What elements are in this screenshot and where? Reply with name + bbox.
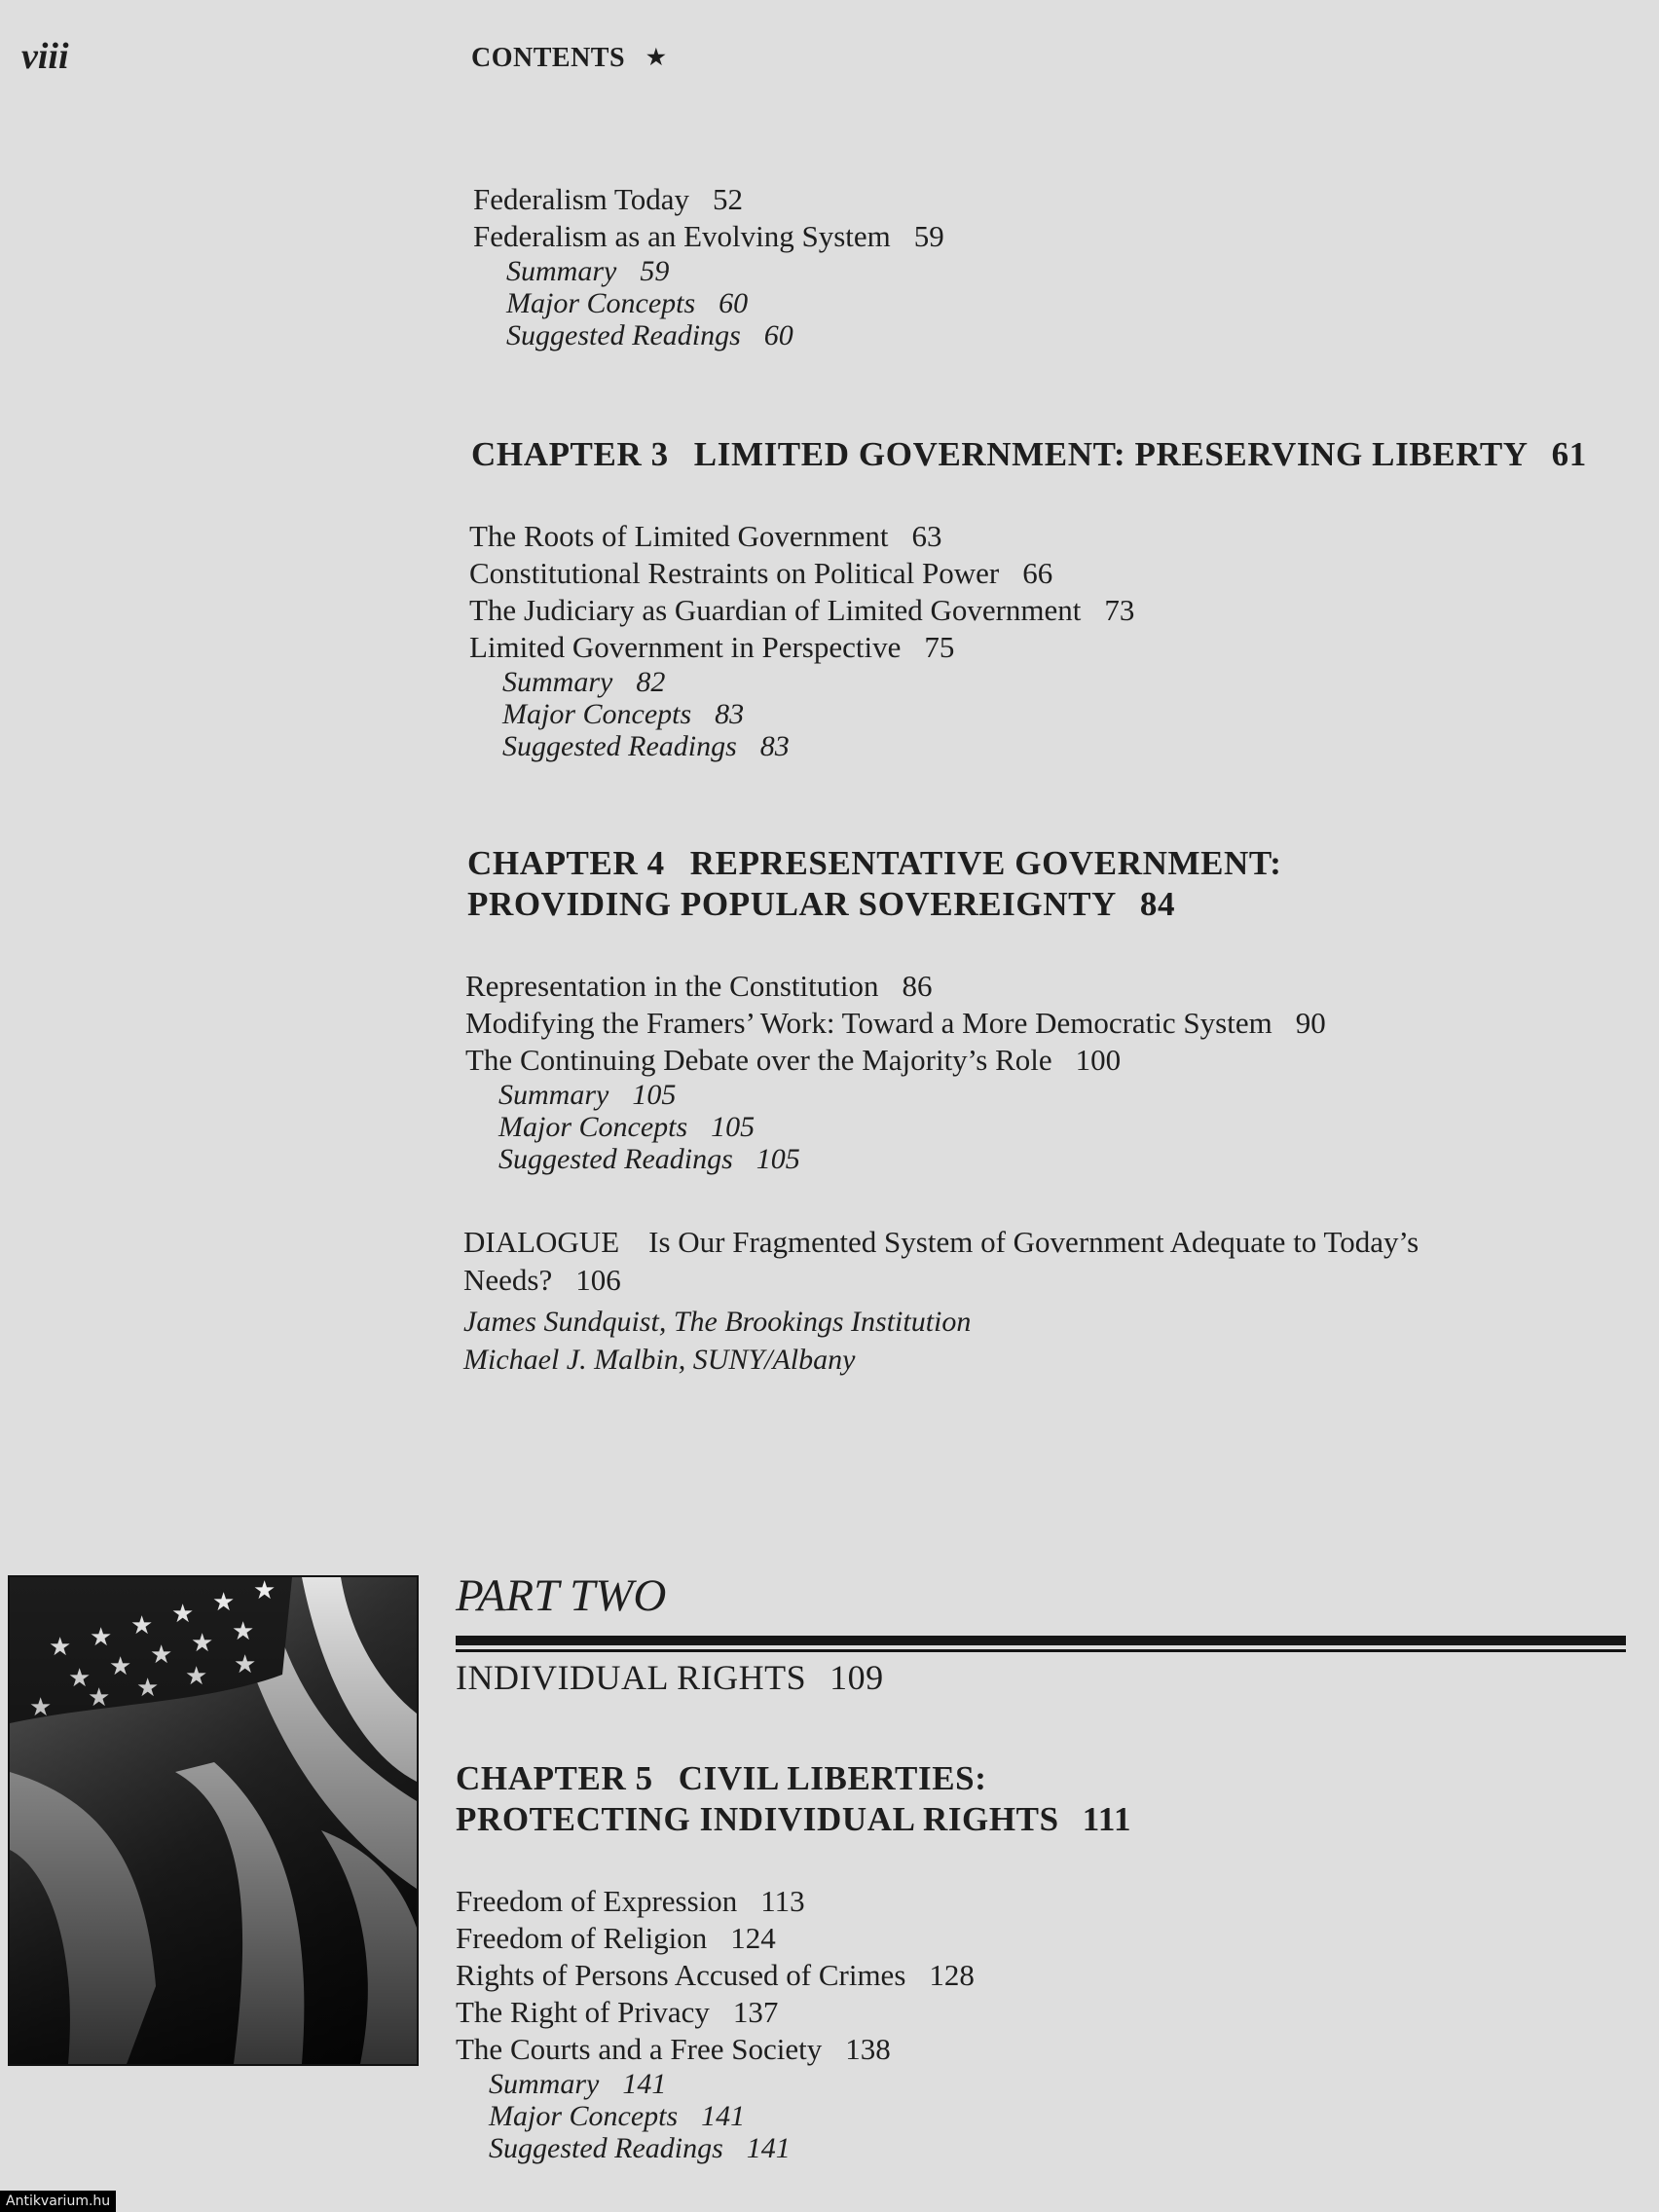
subentry-title: Summary (489, 2068, 600, 2100)
running-head-text: CONTENTS (471, 43, 626, 73)
entry-title: Limited Government in Perspective (469, 630, 902, 664)
dialogue-section (463, 1223, 1419, 1379)
chapter-label: CHAPTER 3 (471, 435, 669, 473)
toc-entry (456, 1920, 975, 1957)
toc-entry (456, 1957, 975, 1994)
flag-photo (8, 1575, 419, 2066)
entry-page: 138 (845, 2032, 891, 2066)
toc-subentry (473, 319, 944, 351)
toc-subentry (469, 698, 1134, 730)
flag-icon (10, 1577, 417, 2064)
toc-entry (469, 518, 1134, 555)
toc-entry (473, 218, 944, 255)
chapter-4-entries (465, 968, 1326, 1175)
chapter-5-heading (456, 1758, 1131, 1840)
page-folio: viii (21, 36, 69, 77)
part-rule-thin (456, 1649, 1626, 1652)
chapter-3-heading (471, 434, 1587, 475)
chapter-title-line-1: REPRESENTATIVE GOVERNMENT: (689, 844, 1282, 882)
subentry-title: Suggested Readings (498, 1143, 733, 1175)
subentry-title: Major Concepts (506, 287, 696, 319)
entry-title: Freedom of Religion (456, 1921, 708, 1955)
entry-page: 137 (732, 1995, 779, 2029)
entry-title: The Continuing Debate over the Majority’s Role (465, 1043, 1052, 1077)
toc-entry (456, 2031, 975, 2068)
subentry-title: Summary (498, 1079, 609, 1111)
toc-subentry (456, 2100, 975, 2132)
toc-entry (469, 592, 1134, 629)
entry-title: Federalism as an Evolving System (473, 219, 891, 253)
subentry-title: Summary (506, 255, 617, 287)
subentry-title: Suggested Readings (489, 2132, 723, 2164)
entry-page: 59 (913, 219, 944, 253)
subentry-title: Suggested Readings (506, 319, 741, 351)
toc-entry (456, 1883, 975, 1920)
toc-subentry (465, 1111, 1326, 1143)
toc-entry (473, 181, 944, 218)
chapter-title: LIMITED GOVERNMENT: PRESERVING LIBERTY (693, 435, 1529, 473)
entry-title: The Judiciary as Guardian of Limited Government (469, 593, 1082, 627)
dialogue-page: 106 (575, 1263, 621, 1297)
dialogue-label: DIALOGUE (463, 1225, 620, 1259)
entry-page: 128 (929, 1958, 975, 1992)
entry-title: Constitutional Restraints on Political Power (469, 556, 1000, 590)
entry-title: The Roots of Limited Government (469, 519, 889, 553)
subentry-title: Major Concepts (489, 2100, 679, 2132)
entry-page: 52 (712, 182, 743, 216)
subentry-page: 105 (756, 1143, 800, 1175)
subentry-page: 60 (763, 319, 793, 351)
running-head (471, 43, 666, 74)
dialogue-line-2 (463, 1261, 1419, 1299)
entry-page: 66 (1022, 556, 1053, 590)
subentry-page: 141 (622, 2068, 667, 2100)
chapter-title-line-1: CIVIL LIBERTIES: (678, 1759, 987, 1797)
part-page: 109 (830, 1658, 884, 1697)
subentry-title: Major Concepts (498, 1111, 688, 1143)
toc-subentry (469, 730, 1134, 762)
toc-entry (465, 968, 1326, 1005)
toc-subentry (473, 287, 944, 319)
chapter-4-heading (467, 843, 1282, 925)
toc-subentry (456, 2132, 975, 2164)
dialogue-author: Michael J. Malbin, SUNY/Albany (463, 1344, 856, 1376)
entry-page: 90 (1295, 1006, 1326, 1040)
entry-page: 124 (730, 1921, 776, 1955)
entry-page: 75 (924, 630, 955, 664)
toc-entry (465, 1042, 1326, 1079)
watermark: Antikvarium.hu (0, 2191, 116, 2212)
part-rule-thick (456, 1636, 1626, 1645)
subentry-title: Suggested Readings (502, 730, 737, 762)
toc-entry (469, 555, 1134, 592)
toc-subentry (473, 255, 944, 287)
subentry-page: 60 (719, 287, 749, 319)
toc-subentry (465, 1143, 1326, 1175)
entry-page: 73 (1104, 593, 1135, 627)
chapter-page: 61 (1551, 435, 1587, 473)
dialogue-question-1: Is Our Fragmented System of Government Adequate to Today’s (648, 1225, 1419, 1259)
entry-page: 113 (760, 1884, 805, 1918)
subentry-page: 141 (701, 2100, 746, 2132)
part-subtitle-text: INDIVIDUAL RIGHTS (456, 1658, 807, 1697)
chapter-title-line-2: PROVIDING POPULAR SOVEREIGNTY (467, 885, 1117, 923)
subentry-page: 141 (746, 2132, 791, 2164)
entry-title: The Right of Privacy (456, 1995, 710, 2029)
entry-title: Freedom of Expression (456, 1884, 738, 1918)
chapter-page: 111 (1082, 1800, 1132, 1838)
entry-page: 86 (902, 969, 933, 1003)
chapter-5-entries (456, 1883, 975, 2164)
toc-entry (456, 1994, 975, 2031)
entry-title: The Courts and a Free Society (456, 2032, 823, 2066)
subentry-page: 83 (715, 698, 745, 730)
dialogue-question-2: Needs? (463, 1263, 553, 1297)
chapter-title-line-2: PROTECTING INDIVIDUAL RIGHTS (456, 1800, 1059, 1838)
toc-entry (469, 629, 1134, 666)
chapter-2-tail (473, 181, 944, 351)
subentry-page: 82 (636, 666, 666, 698)
subentry-page: 83 (759, 730, 790, 762)
toc-subentry (469, 666, 1134, 698)
toc-subentry (465, 1079, 1326, 1111)
dialogue-line-1 (463, 1223, 1419, 1261)
part-title: PART TWO (456, 1570, 667, 1621)
subentry-title: Summary (502, 666, 613, 698)
toc-entry (465, 1005, 1326, 1042)
star-icon: ★ (646, 45, 667, 69)
subentry-page: 59 (640, 255, 670, 287)
subentry-page: 105 (711, 1111, 756, 1143)
subentry-title: Major Concepts (502, 698, 692, 730)
entry-page: 63 (911, 519, 942, 553)
chapter-page: 84 (1139, 885, 1176, 923)
chapter-label: CHAPTER 5 (456, 1759, 653, 1797)
entry-title: Rights of Persons Accused of Crimes (456, 1958, 906, 1992)
subentry-page: 105 (632, 1079, 677, 1111)
entry-title: Federalism Today (473, 182, 689, 216)
chapter-3-entries (469, 518, 1134, 762)
toc-subentry (456, 2068, 975, 2100)
entry-page: 100 (1075, 1043, 1122, 1077)
dialogue-author: James Sundquist, The Brookings Institution (463, 1306, 972, 1338)
entry-title: Modifying the Framers’ Work: Toward a More Democratic System (465, 1006, 1272, 1040)
chapter-label: CHAPTER 4 (467, 844, 665, 882)
part-subtitle (456, 1657, 884, 1698)
entry-title: Representation in the Constitution (465, 969, 879, 1003)
